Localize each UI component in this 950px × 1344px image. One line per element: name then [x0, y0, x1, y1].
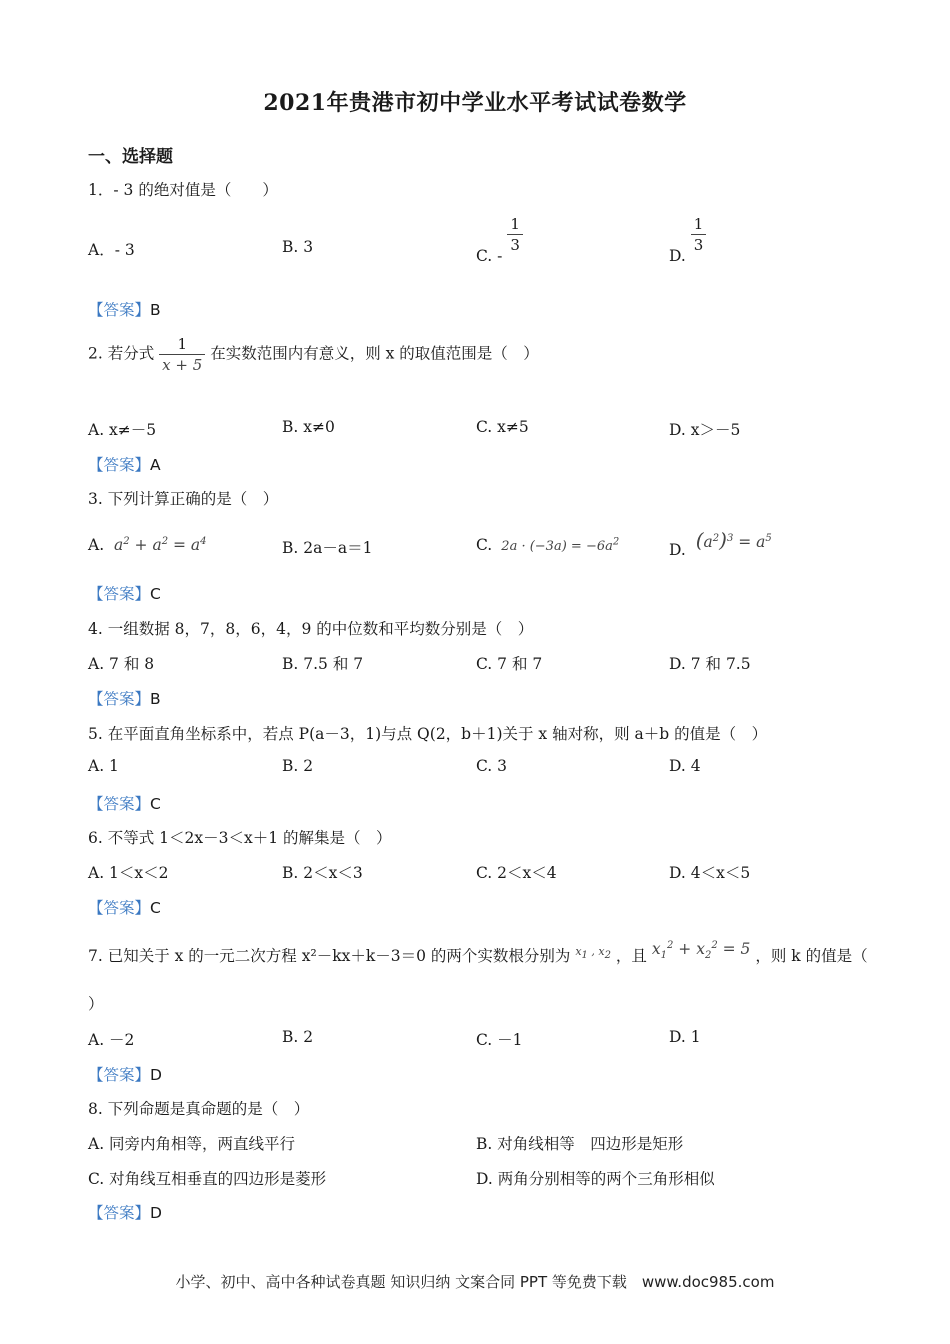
q1-answer: 【答案】B — [88, 301, 161, 319]
q7-roots-formula: x1 , x2 — [575, 945, 611, 962]
q2-option-b: B. x≠0 — [282, 418, 335, 436]
q7-option-d: D. 1 — [669, 1028, 701, 1046]
section-heading: 一、选择题 — [88, 147, 173, 167]
q7-answer: 【答案】D — [88, 1066, 162, 1084]
question-6-stem: 6. 不等式 1＜2x－3＜x＋1 的解集是（ ） — [88, 829, 392, 847]
question-1-stem: 1．- 3 的绝对值是（ ） — [88, 181, 278, 199]
q4-option-c: C. 7 和 7 — [476, 655, 543, 673]
question-3-stem: 3. 下列计算正确的是（ ） — [88, 490, 279, 508]
q7-sum-squares-formula: $x_1^2 + x_2^2 = 5$ — [651, 939, 751, 962]
q3-option-a: A. $a^2 + a^2 = a^4$ — [88, 536, 207, 555]
q5-option-a: A. 1 — [88, 757, 119, 775]
q3-option-b: B. 2a－a＝1 — [282, 539, 373, 557]
q2-option-c: C. x≠5 — [476, 418, 529, 436]
q3-answer: 【答案】C — [88, 585, 161, 603]
footer-watermark-text: 小学、初中、高中各种试卷真题 知识归纳 文案合同 PPT 等免费下载 www.doc985.com — [175, 1273, 775, 1291]
q7-option-c: C. －1 — [476, 1031, 523, 1049]
q1-c-prefix: C. - — [476, 246, 503, 265]
q6-option-c: C. 2＜x＜4 — [476, 864, 557, 882]
q2-option-a: A. x≠－5 — [88, 421, 157, 439]
q2-option-d: D. x＞－5 — [669, 421, 741, 439]
q3-c-formula: $2a \cdot (-3a) = -6a^2$ — [497, 536, 620, 554]
q7-option-b: B. 2 — [282, 1028, 314, 1046]
q3-d-formula: $(a^2)^3 = a^5$ — [695, 528, 772, 552]
q6-option-a: A. 1＜x＜2 — [88, 864, 169, 882]
question-8-stem: 8. 下列命题是真命题的是（ ） — [88, 1100, 310, 1118]
q2-answer: 【答案】A — [88, 456, 161, 474]
q8-option-b: B. 对角线相等 四边形是矩形 — [476, 1135, 684, 1153]
q4-answer: 【答案】B — [88, 690, 161, 708]
q5-answer: 【答案】C — [88, 795, 161, 813]
q8-option-a: A. 同旁内角相等，两直线平行 — [88, 1135, 296, 1153]
q1-d-prefix: D. — [669, 246, 686, 265]
q6-option-d: D. 4＜x＜5 — [669, 864, 751, 882]
page-title: 2021年贵港市初中学业水平考试试卷数学 — [263, 90, 687, 116]
q5-option-c: C. 3 — [476, 757, 508, 775]
q5-option-d: D. 4 — [669, 757, 701, 775]
q5-option-b: B. 2 — [282, 757, 314, 775]
q1-option-b: B. 3 — [282, 238, 314, 256]
question-4-stem: 4. 一组数据 8，7，8，6，4，9 的中位数和平均数分别是（ ） — [88, 620, 534, 638]
q6-answer: 【答案】C — [88, 899, 161, 917]
question-5-stem: 5. 在平面直角坐标系中，若点 P(a－3，1)与点 Q(2，b＋1)关于 x 轴对称，则 a＋b 的值是（ ） — [88, 725, 768, 743]
q8-option-d: D. 两角分别相等的两个三角形相似 — [476, 1170, 715, 1188]
q3-a-formula: $a^2 + a^2 = a^4$ — [109, 536, 207, 555]
q4-option-b: B. 7.5 和 7 — [282, 655, 364, 673]
question-7-stem-cont: ） — [88, 995, 104, 1013]
question-2-stem: 2. 若分式 $\frac{1}{x + 5}$ 在实数范围内有意义，则 x 的取值范围是（ ） — [88, 335, 539, 374]
q1-option-a: A．- 3 — [88, 241, 135, 259]
q1-d-fraction: $\frac{1}{3}$ — [691, 214, 707, 255]
q1-c-fraction: $\frac{1}{3}$ — [507, 214, 523, 255]
q3-option-d: D. $(a^2)^3 = a^5$ — [669, 528, 772, 559]
q6-option-b: B. 2＜x＜3 — [282, 864, 363, 882]
q1-option-c — [476, 214, 523, 265]
q3-option-c: C. $2a \cdot (-3a) = -6a^2$ — [476, 536, 620, 554]
q8-answer: 【答案】D — [88, 1204, 162, 1222]
question-7-stem: 7. 已知关于 x 的一元二次方程 x²－kx＋k－3＝0 的两个实数根分别为 $^{x_1 , x_2}$ ，且 $x_1^2 + x_2^2 = 5$ ，则 k 的值是（ — [88, 939, 868, 965]
q7-option-a: A. －2 — [88, 1031, 135, 1049]
q4-option-d: D. 7 和 7.5 — [669, 655, 751, 673]
q2-fraction: $\frac{1}{x + 5}$ — [159, 334, 205, 375]
q1-option-d — [669, 214, 706, 265]
q8-option-c: C. 对角线互相垂直的四边形是菱形 — [88, 1170, 327, 1188]
q4-option-a: A. 7 和 8 — [88, 655, 155, 673]
